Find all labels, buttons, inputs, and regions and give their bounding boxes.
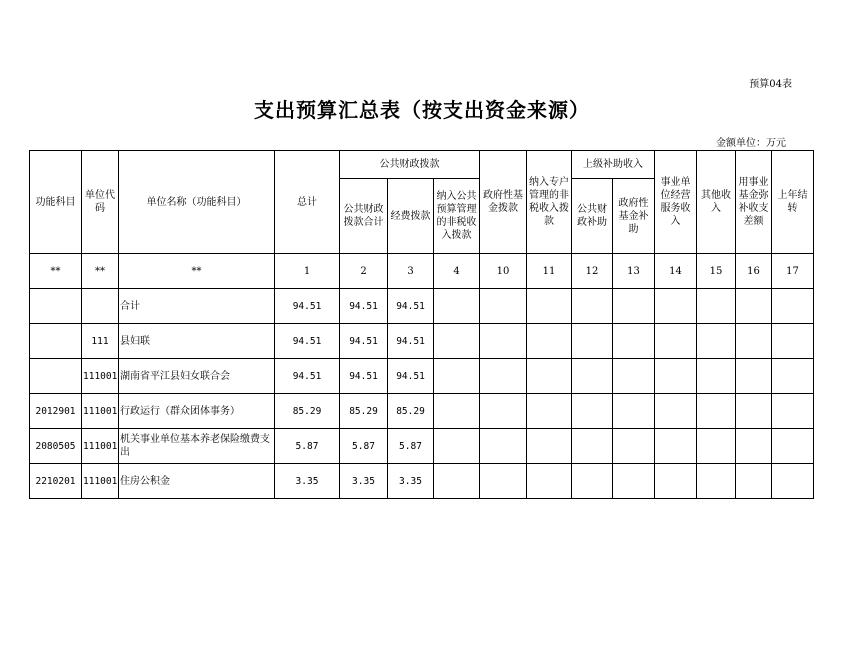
- header-funds: 经费拨款: [388, 179, 434, 254]
- funds-cell: 5.87: [388, 429, 434, 464]
- amount-unit: 金额单位：万元: [716, 138, 786, 149]
- index-cell: 14: [655, 254, 697, 289]
- funds-cell: 85.29: [388, 394, 434, 429]
- header-nontax-special: 纳入专户管理的非税收入拨款: [527, 151, 572, 254]
- unit-code-cell: 111001: [82, 394, 119, 429]
- index-cell: 2: [340, 254, 388, 289]
- table-row: [30, 394, 814, 429]
- header-public-fiscal-total: 公共财政拨款合计: [340, 179, 388, 254]
- table-row: [30, 464, 814, 499]
- func-code-cell: 2080505: [30, 429, 82, 464]
- func-code-cell: 2012901: [30, 394, 82, 429]
- table-row: [30, 289, 814, 324]
- public-fiscal-total-cell: 85.29: [340, 394, 388, 429]
- header-unit-name: 单位名称（功能科目）: [119, 151, 275, 254]
- funds-cell: 3.35: [388, 464, 434, 499]
- unit-name-cell: 行政运行（群众团体事务）: [119, 394, 275, 429]
- func-code-cell: [30, 359, 82, 394]
- funds-cell: 94.51: [388, 324, 434, 359]
- unit-code-cell: [82, 289, 119, 324]
- total-cell: 94.51: [275, 289, 340, 324]
- table-row: [30, 324, 814, 359]
- index-cell: 12: [572, 254, 613, 289]
- header-upper-gov-fund: 政府性基金补助: [613, 179, 655, 254]
- total-cell: 5.87: [275, 429, 340, 464]
- index-cell: **: [119, 254, 275, 289]
- form-code: 预算04表: [749, 79, 792, 90]
- public-fiscal-total-cell: 94.51: [340, 324, 388, 359]
- index-cell: 17: [772, 254, 814, 289]
- funds-cell: 94.51: [388, 359, 434, 394]
- index-cell: 13: [613, 254, 655, 289]
- index-cell: 11: [527, 254, 572, 289]
- header-row-1: [30, 151, 814, 179]
- table-row: [30, 359, 814, 394]
- total-cell: 94.51: [275, 324, 340, 359]
- index-cell: 16: [736, 254, 772, 289]
- header-business-income: 事业单位经营服务收入: [655, 151, 697, 254]
- unit-code-cell: 111001: [82, 429, 119, 464]
- total-cell: 94.51: [275, 359, 340, 394]
- header-nontax-public: 纳入公共预算管理的非税收入拨款: [434, 179, 480, 254]
- func-code-cell: [30, 289, 82, 324]
- header-total: 总计: [275, 151, 340, 254]
- public-fiscal-total-cell: 94.51: [340, 289, 388, 324]
- public-fiscal-total-cell: 3.35: [340, 464, 388, 499]
- budget-table: [29, 150, 814, 499]
- index-cell: 15: [697, 254, 736, 289]
- header-carryover: 上年结转: [772, 151, 814, 254]
- page-title: 支出预算汇总表（按支出资金来源）: [254, 98, 590, 122]
- index-cell: 4: [434, 254, 480, 289]
- total-cell: 85.29: [275, 394, 340, 429]
- total-cell: 3.35: [275, 464, 340, 499]
- unit-name-cell: 合计: [119, 289, 275, 324]
- unit-code-cell: 111: [82, 324, 119, 359]
- index-cell: 1: [275, 254, 340, 289]
- public-fiscal-total-cell: 5.87: [340, 429, 388, 464]
- unit-name-cell: 机关事业单位基本养老保险缴费支出: [119, 429, 275, 464]
- unit-code-cell: 111001: [82, 359, 119, 394]
- header-func-code: 功能科目: [30, 151, 82, 254]
- header-unit-code: 单位代码: [82, 151, 119, 254]
- unit-code-cell: 111001: [82, 464, 119, 499]
- unit-name-cell: 县妇联: [119, 324, 275, 359]
- index-cell: **: [82, 254, 119, 289]
- func-code-cell: [30, 324, 82, 359]
- unit-name-cell: 湖南省平江县妇女联合会: [119, 359, 275, 394]
- index-cell: **: [30, 254, 82, 289]
- funds-cell: 94.51: [388, 289, 434, 324]
- table-row: [30, 429, 814, 464]
- public-fiscal-total-cell: 94.51: [340, 359, 388, 394]
- unit-name-cell: 住房公积金: [119, 464, 275, 499]
- header-gov-fund: 政府性基金拨款: [480, 151, 527, 254]
- index-cell: 10: [480, 254, 527, 289]
- header-upper-public: 公共财政补助: [572, 179, 613, 254]
- header-upper-subsidy: 上级补助收入: [572, 151, 655, 179]
- index-row: [30, 254, 814, 289]
- header-other-income: 其他收入: [697, 151, 736, 254]
- index-cell: 3: [388, 254, 434, 289]
- func-code-cell: 2210201: [30, 464, 82, 499]
- header-public-fiscal: 公共财政拨款: [340, 151, 480, 179]
- header-fund-balance: 用事业基金弥补收支差额: [736, 151, 772, 254]
